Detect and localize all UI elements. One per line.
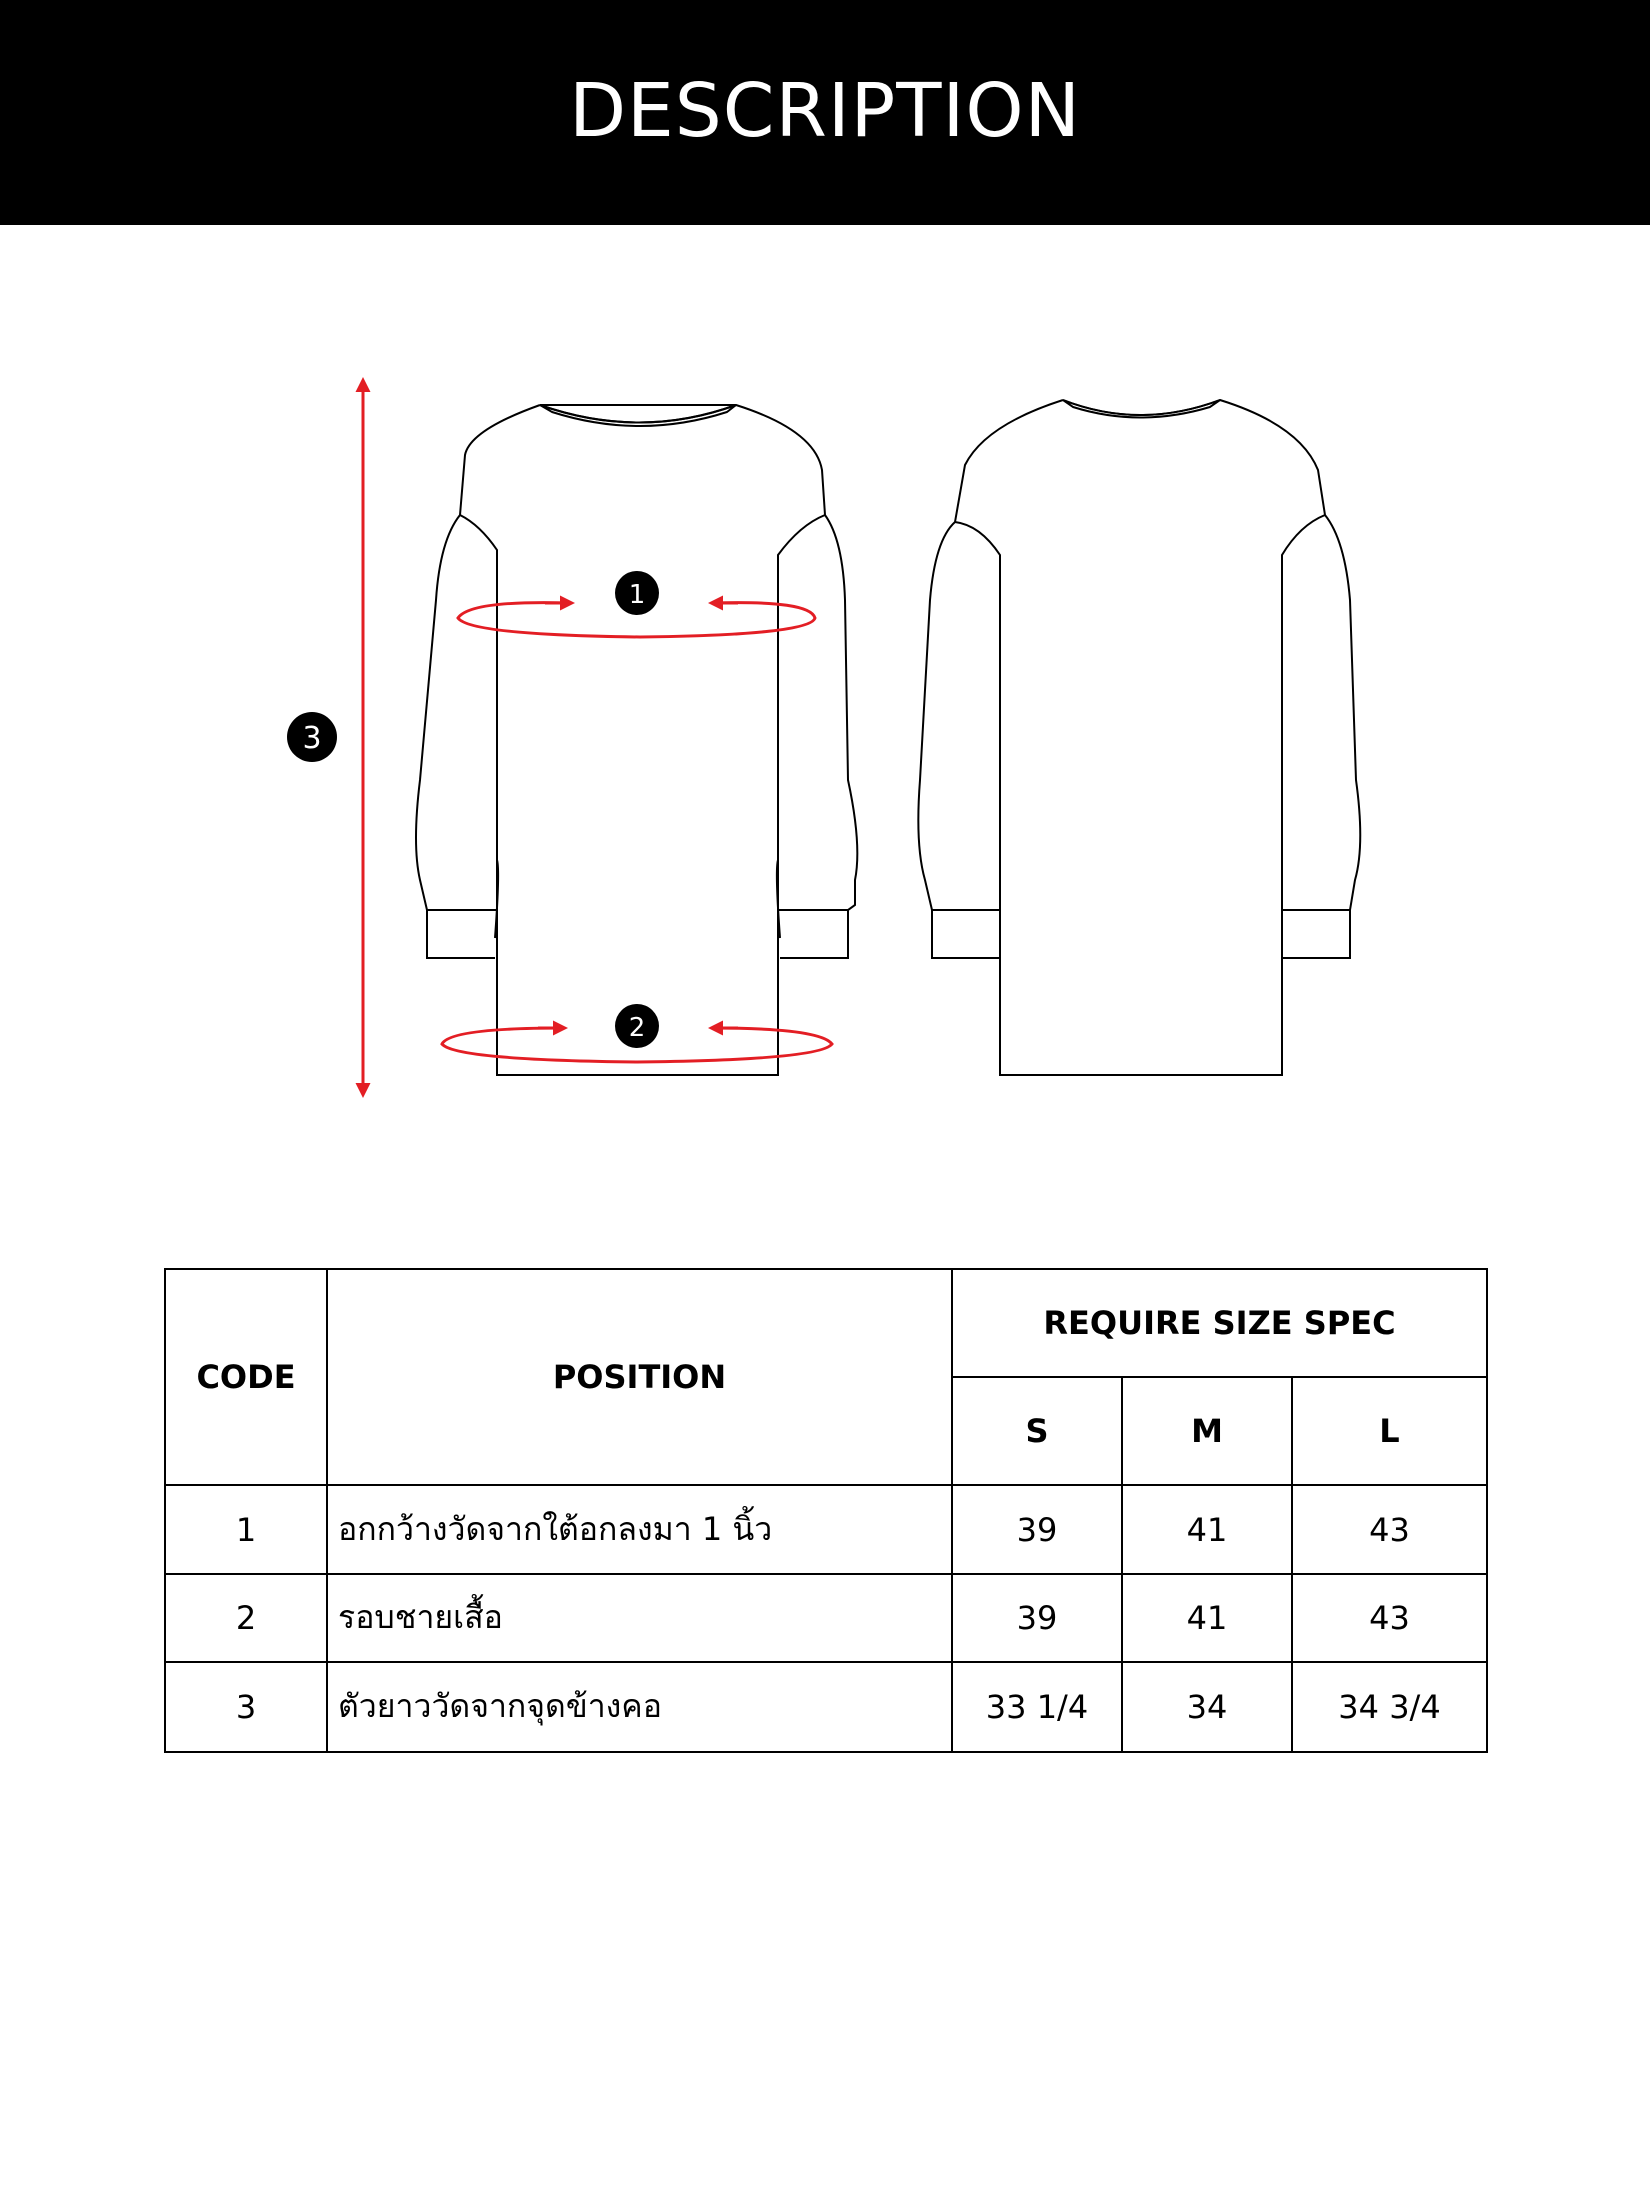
code-header: CODE — [165, 1269, 327, 1485]
size-group-header: REQUIRE SIZE SPEC — [952, 1269, 1487, 1377]
row-value-l: 43 — [1292, 1485, 1487, 1573]
marker-3-label: 3 — [302, 721, 322, 756]
size-header-m: M — [1122, 1377, 1292, 1485]
row-code: 2 — [165, 1574, 327, 1662]
front-view — [416, 405, 857, 1075]
table-row — [165, 1574, 1487, 1662]
page-title: DESCRIPTION — [569, 67, 1081, 154]
row-value-s: 39 — [952, 1485, 1122, 1573]
position-header: POSITION — [327, 1269, 952, 1485]
row-code: 3 — [165, 1662, 327, 1752]
row-position: อกกว้างวัดจากใต้อกลงมา 1 นิ้ว — [327, 1485, 952, 1573]
marker-2-label: 2 — [628, 1013, 646, 1043]
size-spec-table — [164, 1268, 1488, 1753]
row-value-s: 33 1/4 — [952, 1662, 1122, 1752]
back-view — [918, 400, 1360, 1075]
row-value-m: 41 — [1122, 1485, 1292, 1573]
row-value-s: 39 — [952, 1574, 1122, 1662]
size-header-s: S — [952, 1377, 1122, 1485]
table-row — [165, 1485, 1487, 1573]
row-position: รอบชายเสื้อ — [327, 1574, 952, 1662]
header-bar — [0, 0, 1650, 225]
row-value-m: 34 — [1122, 1662, 1292, 1752]
table-row — [165, 1662, 1487, 1752]
marker-1-label: 1 — [628, 580, 646, 610]
row-value-l: 43 — [1292, 1574, 1487, 1662]
row-code: 1 — [165, 1485, 327, 1573]
row-value-m: 41 — [1122, 1574, 1292, 1662]
garment-diagram — [0, 225, 1650, 1225]
size-header-l: L — [1292, 1377, 1487, 1485]
row-value-l: 34 3/4 — [1292, 1662, 1487, 1752]
row-position: ตัวยาววัดจากจุดข้างคอ — [327, 1662, 952, 1752]
